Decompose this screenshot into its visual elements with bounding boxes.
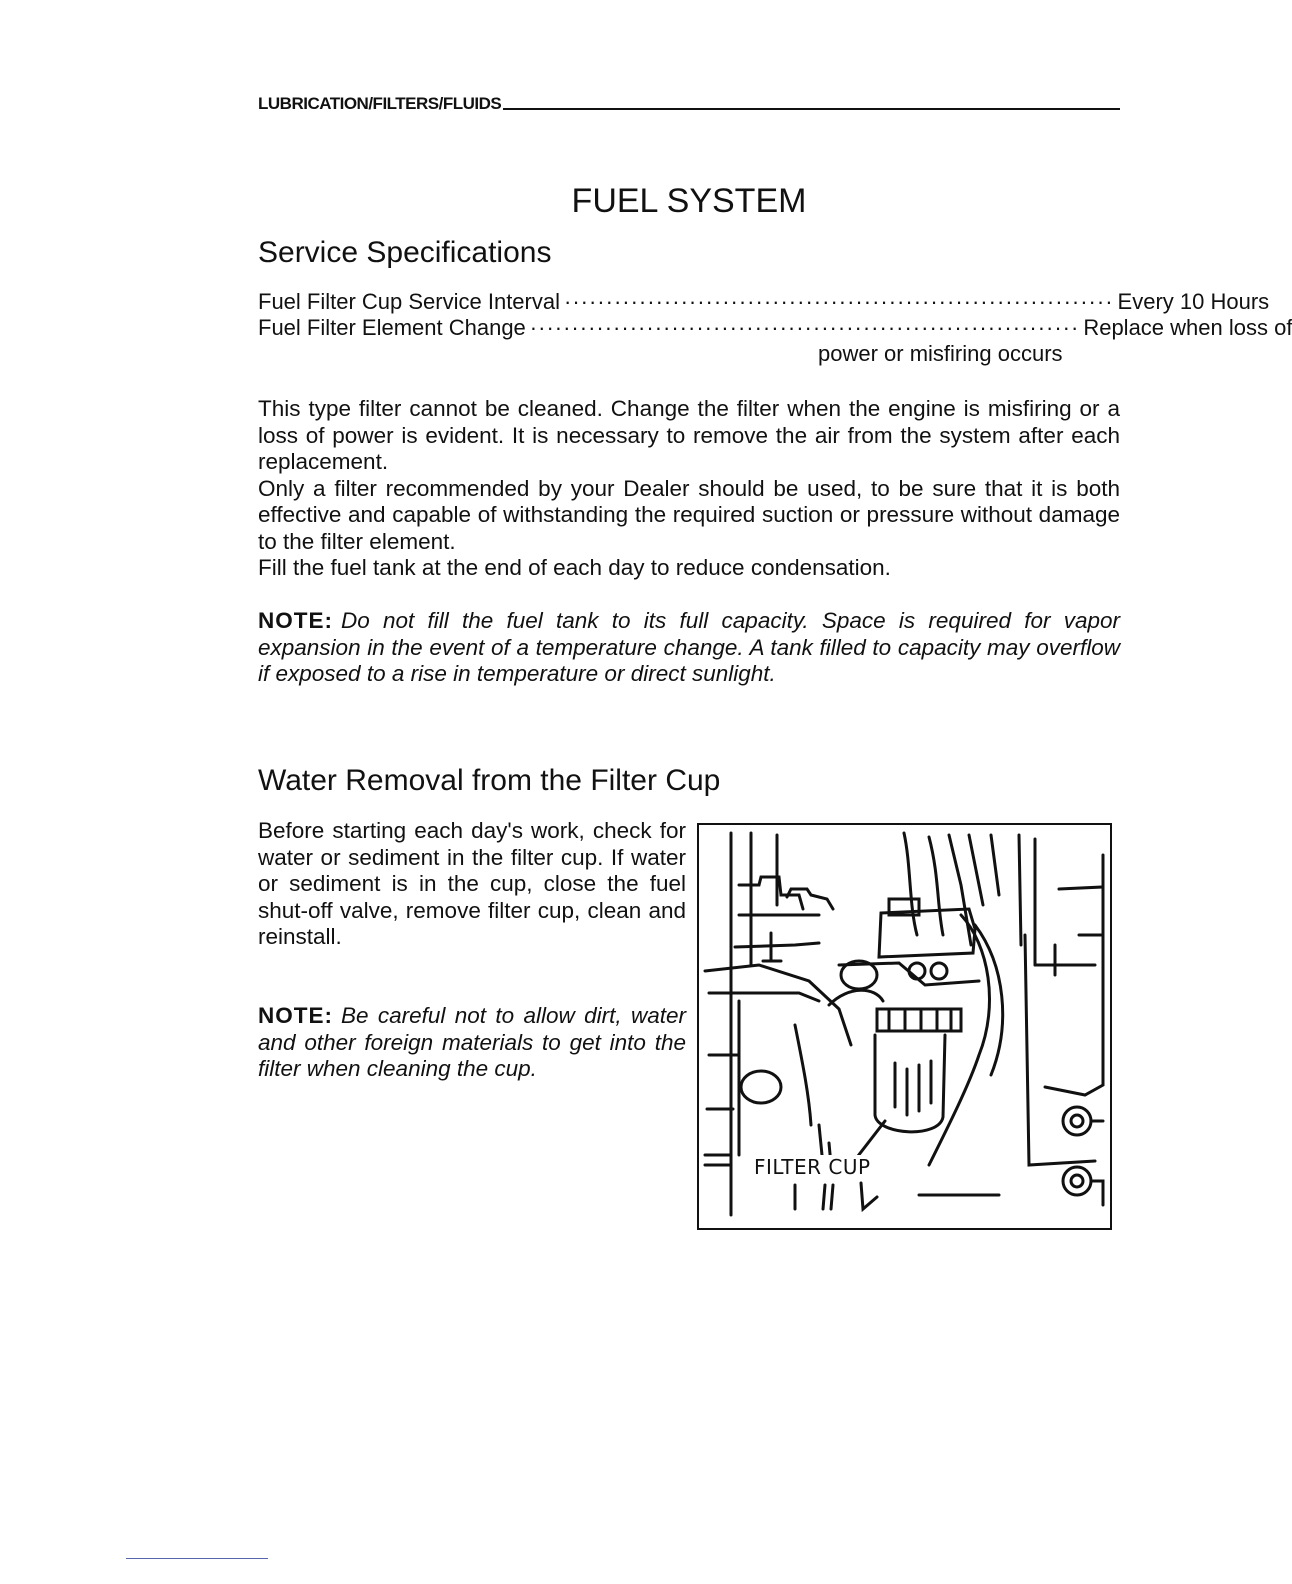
paragraph: Only a filter recommended by your Dealer should be used, to be sure that it is both effective and capable of withstanding the required suction or pressure without damage to the filter element. [258, 475, 1120, 554]
section-header-text: LUBRICATION/FILTERS/FLUIDS [258, 94, 502, 113]
note-label: NOTE: [258, 1003, 333, 1028]
note-text: Do not fill the fuel tank to its full capacity. Space is required for vapor expansion in the event of a temperature change. A tank filled to capacity may overflow if exposed to a rise in temperature or direct sunlight. [258, 608, 1120, 686]
note-text: Be careful not to allow dirt, water and other foreign materials to get into the filter when cleaning the cup. [258, 1003, 686, 1081]
page-title: FUEL SYSTEM [571, 182, 807, 220]
figure-label: FILTER CUP [751, 1155, 874, 1179]
section-header [258, 94, 1120, 114]
filter-cup-illustration [697, 823, 1112, 1230]
dot-leader: ·································································· [564, 289, 1114, 314]
water-removal-text: Before starting each day's work, check for water or sediment in the filter cup. If water or sediment is in the cup, close the fuel shut-off valve, remove filter cup, clean and reinstall. [258, 818, 686, 949]
note-label: NOTE: [258, 608, 333, 633]
spec-value: Every 10 Hours [1117, 289, 1270, 314]
service-specs-heading: Service Specifications [258, 236, 552, 269]
paragraph: This type filter cannot be cleaned. Change the filter when the engine is misfiring or a loss of power is evident. It is necessary to remove the air from the system after each replacement. [258, 396, 1120, 474]
spec-value: Replace when loss of [1083, 315, 1292, 340]
spec-label: Fuel Filter Element Change [258, 315, 526, 340]
spec-row [258, 289, 1270, 315]
bottom-rule [126, 1558, 268, 1559]
note-filter-cup [258, 1003, 686, 1083]
water-removal-heading: Water Removal from the Filter Cup [258, 764, 721, 797]
dot-leader: ·································································· [529, 315, 1080, 340]
spec-row [258, 315, 1292, 341]
note-fuel-capacity [258, 608, 1120, 688]
paragraph: Fill the fuel tank at the end of each day to reduce condensation. [258, 555, 891, 580]
body-text [258, 396, 1120, 582]
specs-table [258, 289, 1292, 367]
header-rule [503, 108, 1120, 110]
spec-value-continued: power or misfiring occurs [818, 341, 1063, 366]
spec-label: Fuel Filter Cup Service Interval [258, 289, 560, 314]
